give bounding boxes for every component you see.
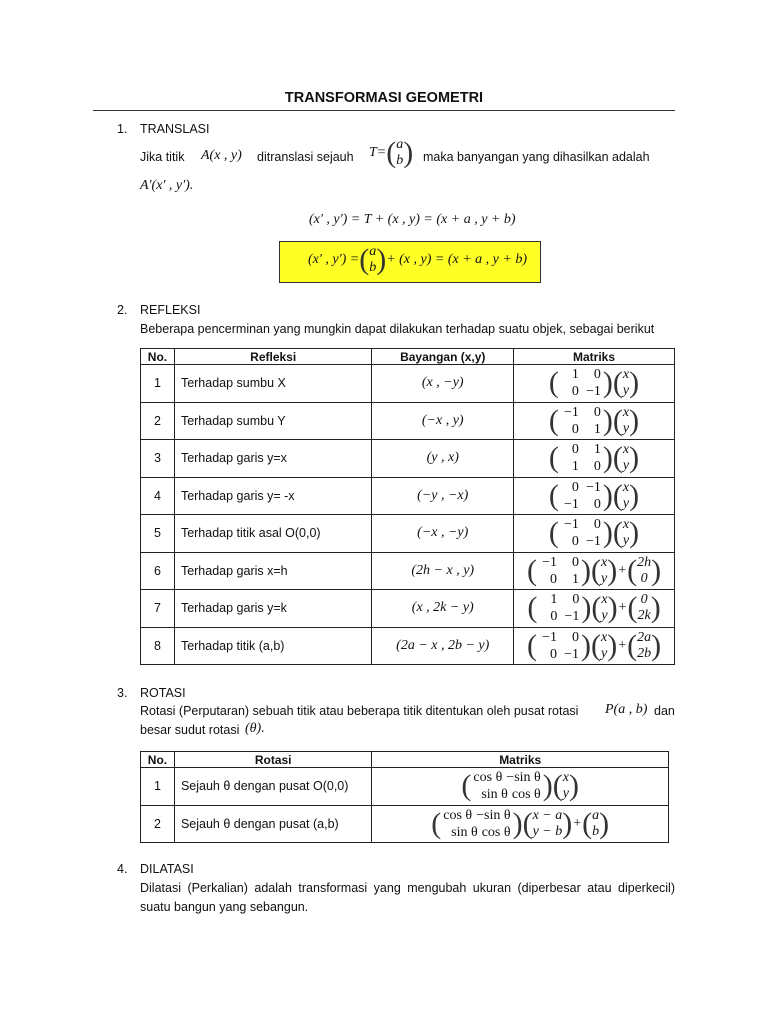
matrix-entry: sin θ	[481, 787, 508, 803]
matrix-entry: cos θ	[511, 787, 541, 803]
vector-entry: y	[601, 608, 608, 624]
rotasi-center: P(a , b)	[605, 702, 648, 717]
rotasi-table	[140, 751, 669, 843]
matrix-entry: 1	[550, 592, 558, 608]
vector-entry: y	[600, 570, 608, 586]
section-number-translasi: 1.	[117, 122, 128, 136]
matrix-entry: 0	[571, 442, 579, 458]
matrix-entry: cos θ	[473, 770, 503, 786]
vector-b: b	[396, 153, 404, 168]
add-vector-entry: 0	[640, 570, 648, 586]
plus-sign: +	[618, 637, 627, 653]
matrix-entry: 1	[571, 459, 579, 475]
rotasi-text-a: Rotasi (Perputaran) sebuah titik atau beberapa titik ditentukan oleh pusat rotasi	[140, 704, 579, 718]
row-image: (−x , y)	[372, 402, 514, 440]
matrix-entry: 0	[593, 496, 601, 512]
vector-entry: x	[562, 770, 569, 786]
matrix-entry: 1	[571, 571, 579, 587]
table-row	[141, 365, 675, 403]
row-matrix: ( cos θ −sin θ sin θ cos θ)(x − a y − b)+(a b)	[372, 805, 669, 843]
translasi-formula: (x' , y') = T + (x , y) = (x + a , y + b)	[309, 212, 516, 227]
translasi-formula-boxed: (x' , y') =(a b)+ (x , y) = (x + a , y + b)	[308, 243, 527, 276]
matrix-entry: −1	[564, 404, 579, 420]
row-number: 6	[141, 552, 175, 590]
section-title-translasi: TRANSLASI	[140, 122, 210, 136]
table-row	[141, 440, 675, 478]
matrix-entry: 1	[593, 442, 601, 458]
row-matrix: ( −1 0 0 −1)(x y)	[514, 515, 675, 553]
translasi-text-mid: ditranslasi sejauh	[257, 150, 354, 164]
translasi-image-point: A'(x' , y').	[140, 178, 194, 193]
row-number: 7	[141, 590, 175, 628]
matrix-entry: 0	[550, 609, 558, 625]
row-number: 3	[141, 440, 175, 478]
matrix-entry: 0	[571, 384, 579, 400]
add-vector-entry: a	[592, 807, 600, 823]
vector-entry: x	[622, 404, 630, 420]
matrix-entry: −sin θ	[476, 807, 511, 823]
row-reflection: Terhadap sumbu Y	[174, 402, 371, 440]
matrix-entry: sin θ	[451, 824, 478, 840]
plus-sign: +	[618, 600, 627, 616]
vector-entry: y	[622, 458, 630, 474]
header-no: No.	[141, 349, 175, 365]
matrix-entry: 1	[593, 421, 601, 437]
row-rotation: Sejauh θ dengan pusat O(0,0)	[174, 768, 371, 806]
matrix-entry: 0	[571, 629, 579, 645]
boxed-left: (x' , y') =	[308, 252, 360, 268]
header-bayangan: Bayangan (x,y)	[372, 349, 514, 365]
vector-entry: x	[601, 592, 608, 608]
add-vector-entry: 2k	[637, 608, 651, 624]
matrix-entry: 1	[571, 367, 579, 383]
row-matrix: ( 0 1 1 0)(x y)	[514, 440, 675, 478]
row-reflection: Terhadap garis y= -x	[174, 477, 371, 515]
header-matriks: Matriks	[514, 349, 675, 365]
row-matrix: ( cos θ −sin θ sin θ cos θ)(x y)	[372, 768, 669, 806]
row-matrix: ( −1 0 0 1)(x y)+(2h 0 )	[514, 552, 675, 590]
add-vector-entry: 2a	[637, 629, 652, 645]
matrix-entry: −1	[564, 609, 580, 625]
row-reflection: Terhadap titik asal O(0,0)	[174, 515, 371, 553]
row-number: 1	[141, 768, 175, 806]
table-row	[141, 402, 675, 440]
add-vector-entry: 2b	[637, 645, 652, 661]
vector-entry: y − b	[532, 823, 563, 839]
row-matrix: ( 0 −1 −1 0)(x y)	[514, 477, 675, 515]
row-number: 4	[141, 477, 175, 515]
translasi-vector: T=(a b)	[369, 136, 414, 169]
matrix-entry: −1	[586, 384, 601, 400]
vector-entry: x	[622, 517, 630, 533]
vector-entry: y	[562, 786, 569, 802]
matrix-entry: 0	[593, 367, 601, 383]
table-row	[141, 805, 669, 843]
translasi-point: A(x , y)	[201, 148, 242, 163]
row-reflection: Terhadap garis y=k	[174, 590, 371, 628]
header-refleksi: Refleksi	[174, 349, 371, 365]
vector-a: a	[396, 137, 404, 152]
vector-entry: y	[622, 383, 630, 399]
row-number: 2	[141, 805, 175, 843]
row-number: 8	[141, 627, 175, 665]
row-image: (x , 2k − y)	[372, 590, 514, 628]
vector-entry: y	[622, 533, 630, 549]
table-row	[141, 627, 675, 665]
matrix-entry: −sin θ	[506, 770, 541, 786]
section-title-rotasi: ROTASI	[140, 686, 186, 700]
matrix-entry: 0	[571, 479, 579, 495]
boxed-vector-b: b	[369, 260, 377, 275]
row-matrix: ( −1 0 0 −1)(x y)+(2a 2b)	[514, 627, 675, 665]
matrix-entry: −1	[586, 534, 601, 550]
row-image: (−y , −x)	[372, 477, 514, 515]
row-image: (2a − x , 2b − y)	[372, 627, 514, 665]
matrix-entry: 0	[593, 459, 601, 475]
section-number-dilatasi: 4.	[117, 862, 128, 876]
refleksi-table	[140, 348, 675, 665]
matrix-entry: 0	[549, 646, 557, 662]
title-divider	[93, 110, 675, 111]
table-row	[141, 590, 675, 628]
plus-sign: +	[573, 815, 582, 831]
row-reflection: Terhadap garis x=h	[174, 552, 371, 590]
add-vector-entry: b	[592, 823, 600, 839]
table-row	[141, 768, 669, 806]
matrix-entry: cos θ	[481, 824, 511, 840]
section-title-refleksi: REFLEKSI	[140, 303, 201, 317]
row-matrix: ( 1 0 0 −1)(x y)+( 0 2k)	[514, 590, 675, 628]
header-rotasi: Rotasi	[174, 752, 371, 768]
table-row	[141, 552, 675, 590]
matrix-entry: 0	[571, 554, 579, 570]
vector-entry: x	[600, 554, 608, 570]
page-title: TRANSFORMASI GEOMETRI	[284, 90, 484, 106]
header-matriks: Matriks	[372, 752, 669, 768]
rotasi-text-b: dan	[654, 704, 675, 718]
translasi-text-before: Jika titik	[140, 150, 185, 164]
matrix-entry: 0	[593, 517, 601, 533]
matrix-entry: −1	[564, 646, 579, 662]
matrix-entry: −1	[542, 554, 557, 570]
vector-entry: x	[600, 629, 608, 645]
matrix-entry: −1	[564, 496, 579, 512]
dilatasi-text: Dilatasi (Perkalian) adalah transformasi yang mengubah ukuran (diperbesar atau diperkecil) suatu bangun yang sebangun.	[140, 881, 675, 914]
row-reflection: Terhadap garis y=x	[174, 440, 371, 478]
row-matrix: ( −1 0 0 1)(x y)	[514, 402, 675, 440]
vector-entry: x − a	[532, 807, 563, 823]
row-rotation: Sejauh θ dengan pusat (a,b)	[174, 805, 371, 843]
table-row	[141, 515, 675, 553]
header-no: No.	[141, 752, 175, 768]
matrix-entry: −1	[564, 517, 579, 533]
add-vector-entry: 0	[640, 592, 648, 608]
vector-entry: y	[600, 645, 608, 661]
refleksi-header-row	[141, 349, 675, 365]
boxed-vector-a: a	[369, 244, 377, 259]
table-row	[141, 477, 675, 515]
matrix-entry: 0	[593, 404, 601, 420]
row-image: (y , x)	[372, 440, 514, 478]
vector-entry: x	[622, 367, 630, 383]
vector-label: T=	[369, 145, 387, 161]
translasi-text-after: maka banyangan yang dihasilkan adalah	[423, 150, 650, 164]
matrix-entry: 0	[571, 534, 579, 550]
boxed-right: + (x , y) = (x + a , y + b)	[386, 252, 527, 268]
vector-entry: x	[622, 479, 630, 495]
row-number: 1	[141, 365, 175, 403]
row-image: (−x , −y)	[372, 515, 514, 553]
rotasi-text-c: besar sudut rotasi	[140, 723, 240, 737]
matrix-entry: 0	[571, 421, 579, 437]
row-image: (x , −y)	[372, 365, 514, 403]
vector-entry: y	[622, 420, 630, 436]
row-matrix: ( 1 0 0 −1)(x y)	[514, 365, 675, 403]
row-image: (2h − x , y)	[372, 552, 514, 590]
matrix-entry: 0	[549, 571, 557, 587]
vector-entry: x	[622, 442, 630, 458]
rotasi-header-row	[141, 752, 669, 768]
matrix-entry: −1	[586, 479, 601, 495]
rotasi-angle: (θ).	[245, 721, 265, 736]
plus-sign: +	[618, 562, 627, 578]
add-vector-entry: 2h	[637, 554, 652, 570]
section-title-dilatasi: DILATASI	[140, 862, 194, 876]
matrix-entry: cos θ	[443, 807, 473, 823]
row-reflection: Terhadap sumbu X	[174, 365, 371, 403]
refleksi-text: Beberapa pencerminan yang mungkin dapat dilakukan terhadap suatu objek, sebagai berikut	[140, 322, 655, 336]
row-number: 2	[141, 402, 175, 440]
matrix-entry: −1	[542, 629, 557, 645]
row-number: 5	[141, 515, 175, 553]
section-number-rotasi: 3.	[117, 686, 128, 700]
vector-entry: y	[622, 495, 630, 511]
section-number-refleksi: 2.	[117, 303, 128, 317]
row-reflection: Terhadap titik (a,b)	[174, 627, 371, 665]
matrix-entry: 0	[572, 592, 580, 608]
